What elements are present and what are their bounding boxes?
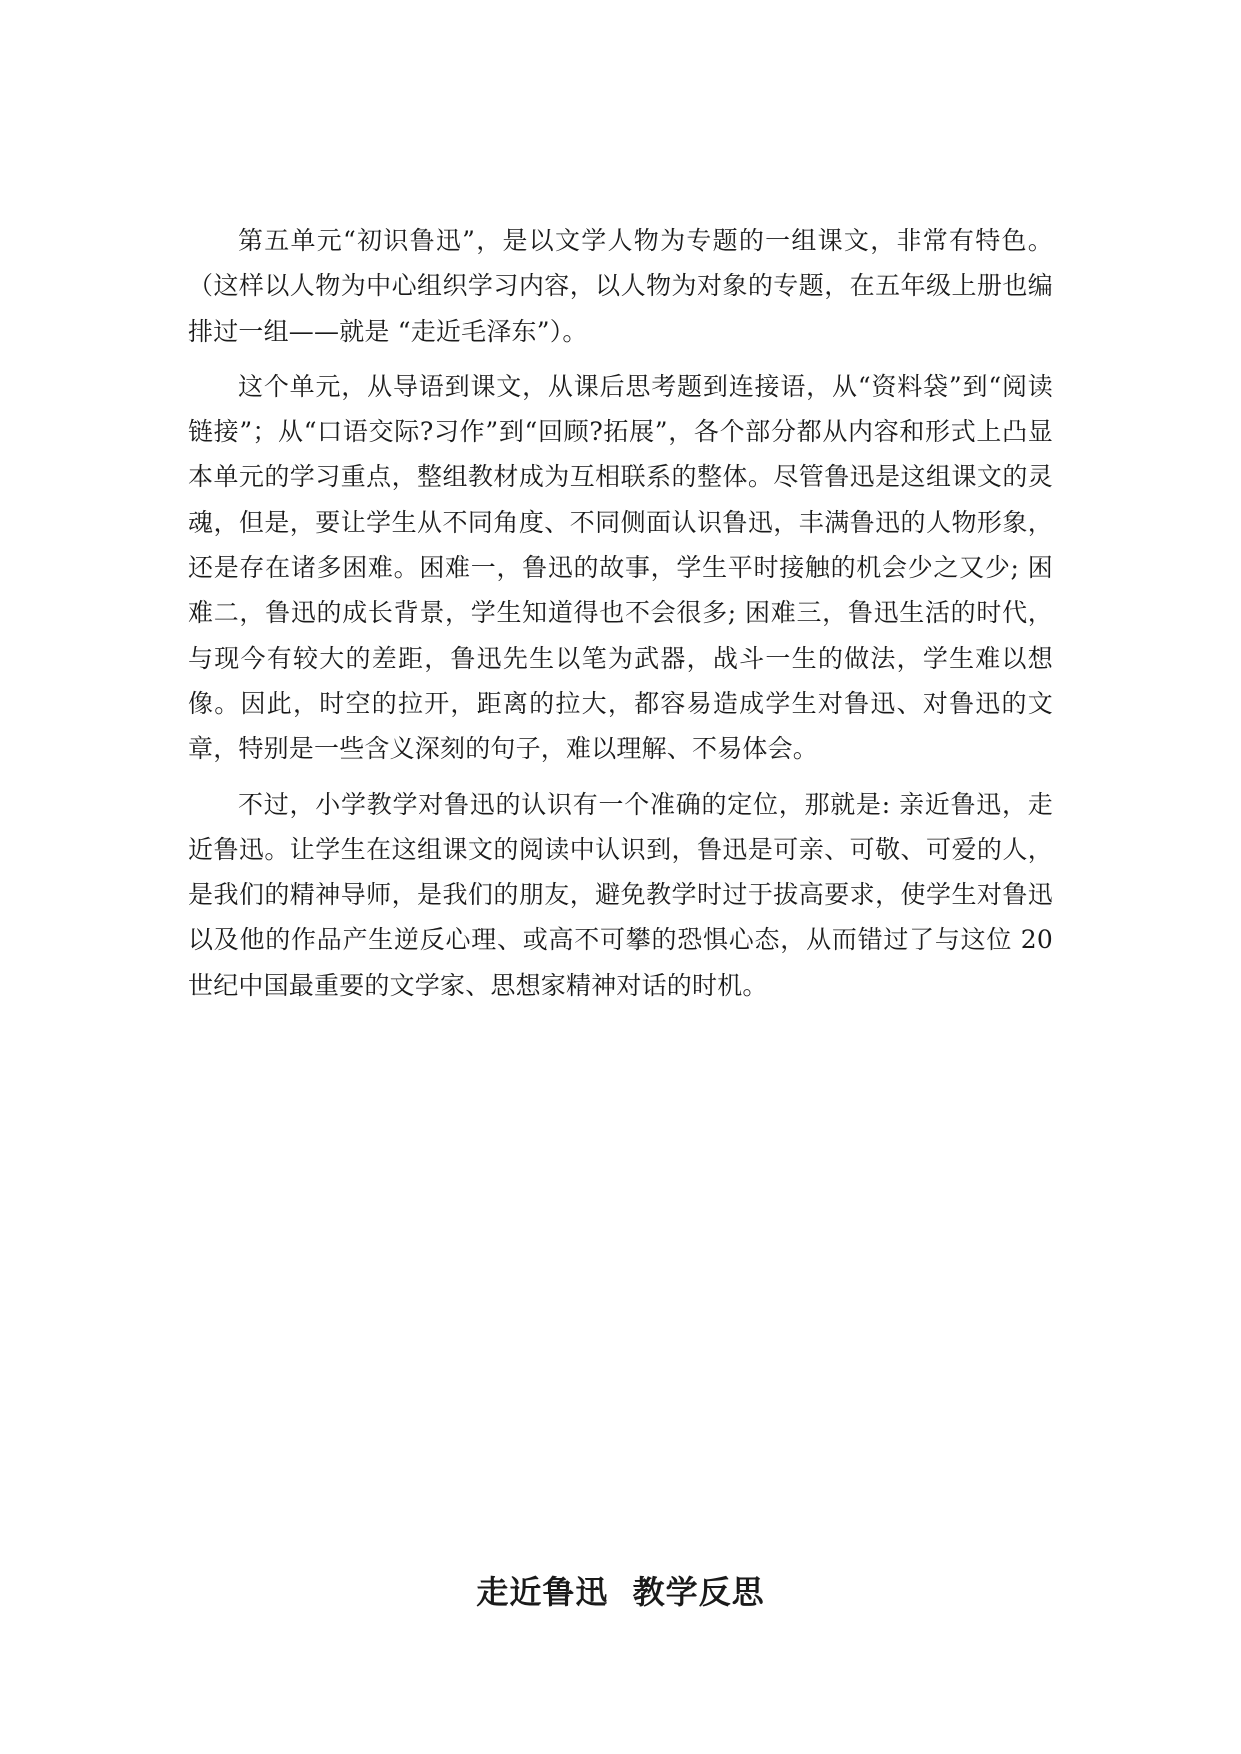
paragraph-teaching-positioning: 不过，小学教学对鲁迅的认识有一个准确的定位，那就是: 亲近鲁迅，走近鲁迅。让学生在这组课文的阅读中认识到，鲁迅是可亲、可敬、可爱的人，是我们的精神导师，是我们的朋友，避免教学时过于拔高要求，使学生对鲁迅以及他的作品产生逆反心理、或高不可攀的恐惧心态，从而错过了与这位 20 世纪中国最重要的文学家、思想家精神对话的时机。 [188,789,1053,1000]
paragraph-unit-difficulties: 这个单元，从导语到课文，从课后思考题到连接语，从“资料袋”到“阅读链接”；从“口语交际?习作”到“回顾?拓展”，各个部分都从内容和形式上凸显本单元的学习重点，整组教材成为互相联系的整体。尽管鲁迅是这组课文的灵魂，但是，要让学生从不同角度、不同侧面认识鲁迅，丰满鲁迅的人物形象，还是存在诸多困难。困难一，鲁迅的故事，学生平时接触的机会少之又少; 困难二，鲁迅的成长背景，学生知道得也不会很多; 困难三，鲁迅生活的时代，与现今有较大的差距，鲁迅先生以笔为武器，战斗一生的做法，学生难以想像。因此，时空的拉开，距离的拉大，都容易造成学生对鲁迅、对鲁迅的文章，特别是一些含义深刻的句子，难以理解、不易体会。 [188,371,1053,764]
body-text [188,218,1053,1018]
document-title: 走近鲁迅 教学反思 [476,1573,765,1611]
paragraph-unit-intro: 第五单元“初识鲁迅”，是以文学人物为专题的一组课文，非常有特色。（这样以人物为中心组织学习内容，以人物为对象的专题，在五年级上册也编排过一组——就是 “走近毛泽东”）。 [188,226,1053,346]
